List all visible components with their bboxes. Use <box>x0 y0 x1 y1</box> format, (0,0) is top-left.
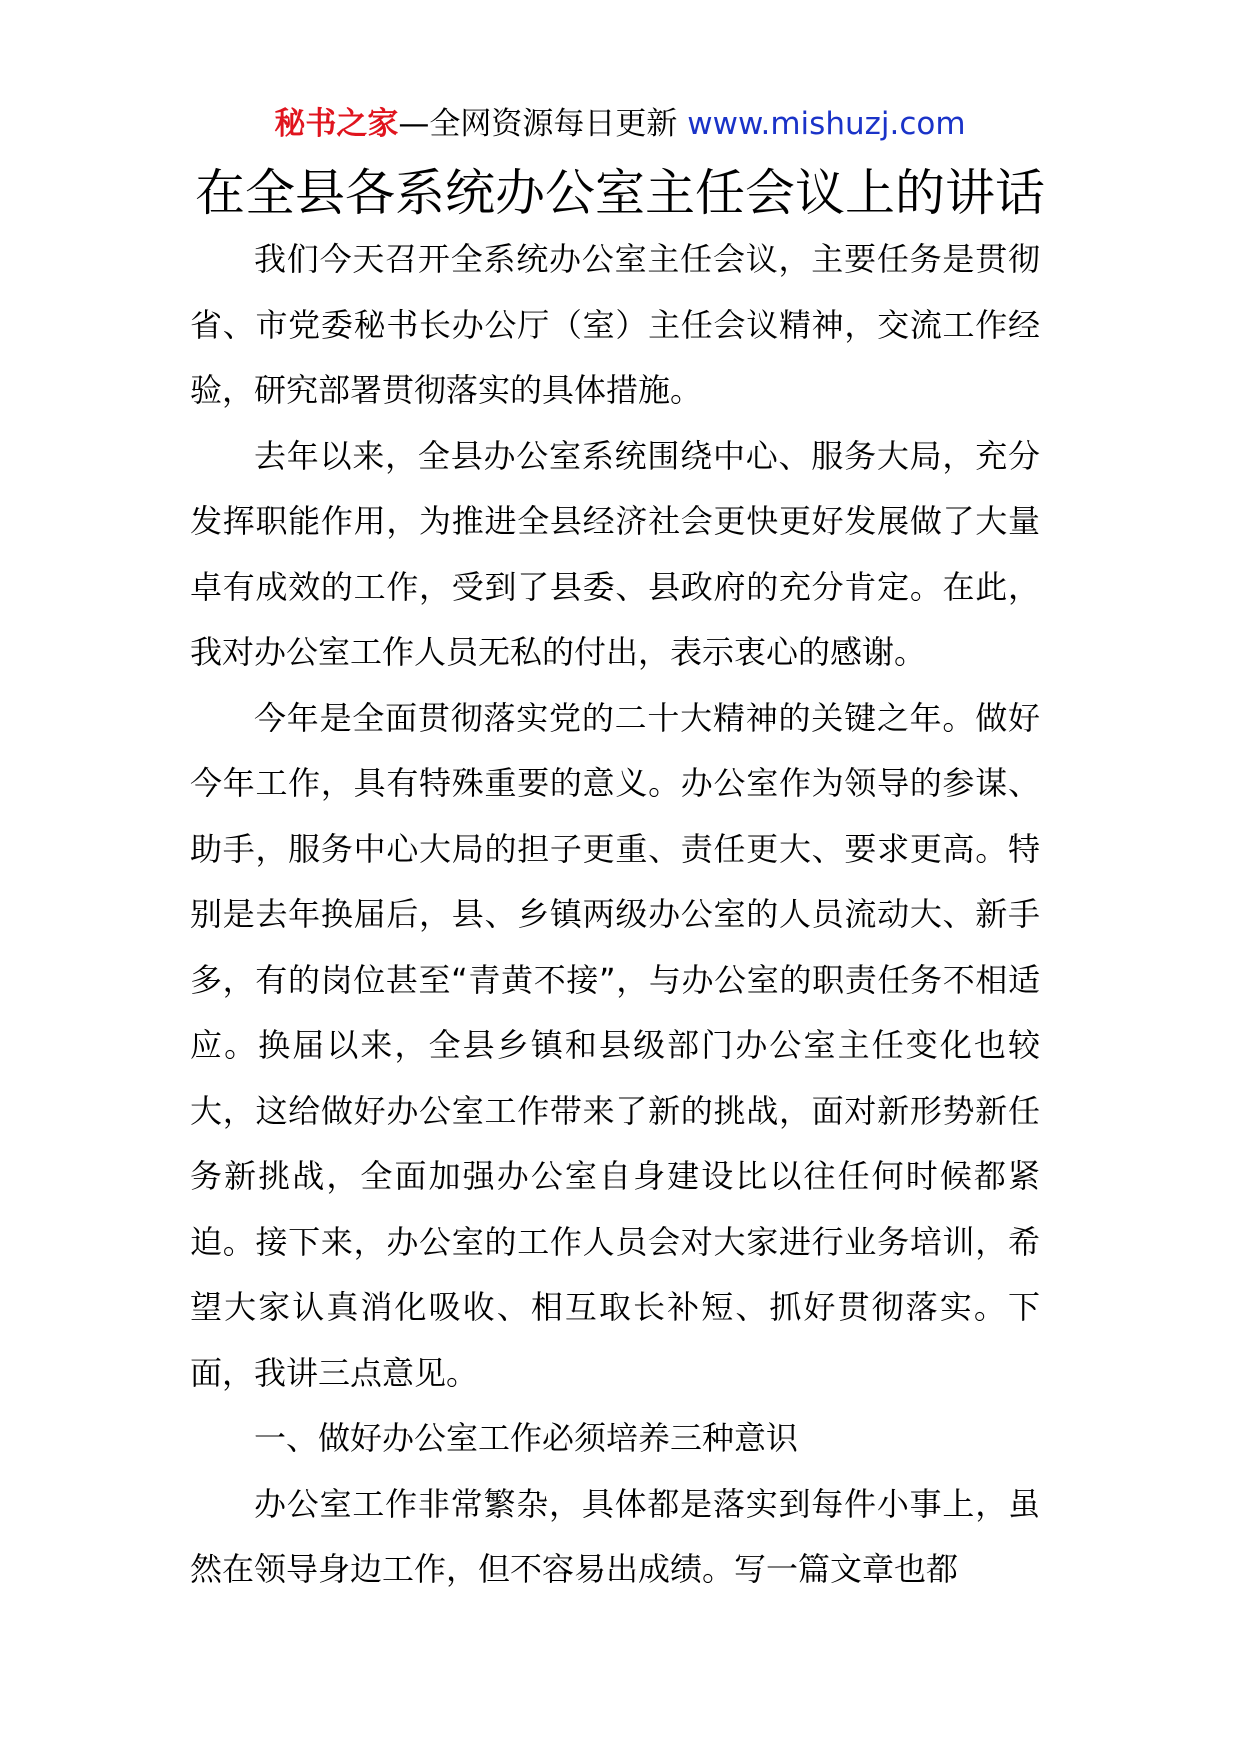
paragraph-section-1: 办公室工作非常繁杂，具体都是落实到每件小事上，虽然在领导身边工作，但不容易出成绩。写一篇文章也都 <box>190 1484 1040 1588</box>
paragraph-intro: 我们今天召开全系统办公室主任会议，主要任务是贯彻省、市党委秘书长办公厅（室）主任会议精神，交流工作经验，研究部署贯彻落实的具体措施。 <box>190 240 1040 409</box>
site-tagline: —全网资源每日更新 <box>398 106 688 142</box>
document-title: 在全县各系统办公室主任会议上的讲话 <box>195 164 1045 222</box>
section-heading-1: 一、做好办公室工作必须培养三种意识 <box>254 1419 799 1457</box>
site-url-link[interactable]: www.mishuzj.com <box>687 106 966 142</box>
site-header <box>0 100 1240 148</box>
paragraph-significance: 今年是全面贯彻落实党的二十大精神的关键之年。做好今年工作，具有特殊重要的意义。办公室作为领导的参谋、助手，服务中心大局的担子更重、责任更大、要求更高。特别是去年换届后，县、乡镇两级办公室的人员流动大、新手多，有的岗位甚至“青黄不接”，与办公室的职责任务不相适应。换届以来，全县乡镇和县级部门办公室主任变化也较大，这给做好办公室工作带来了新的挑战，面对新形势新任务新挑战，全面加强办公室自身建设比以往任何时候都紧迫。接下来，办公室的工作人员会对大家进行业务培训，希望大家认真消化吸收、相互取长补短、抓好贯彻落实。下面，我讲三点意见。 <box>190 698 1040 1392</box>
paragraph-review: 去年以来，全县办公室系统围绕中心、服务大局，充分发挥职能作用，为推进全县经济社会更快更好发展做了大量卓有成效的工作，受到了县委、县政府的充分肯定。在此，我对办公室工作人员无私的付出，表示衷心的感谢。 <box>190 436 1040 671</box>
site-brand: 秘书之家 <box>274 106 399 142</box>
document-body <box>190 227 1040 1603</box>
